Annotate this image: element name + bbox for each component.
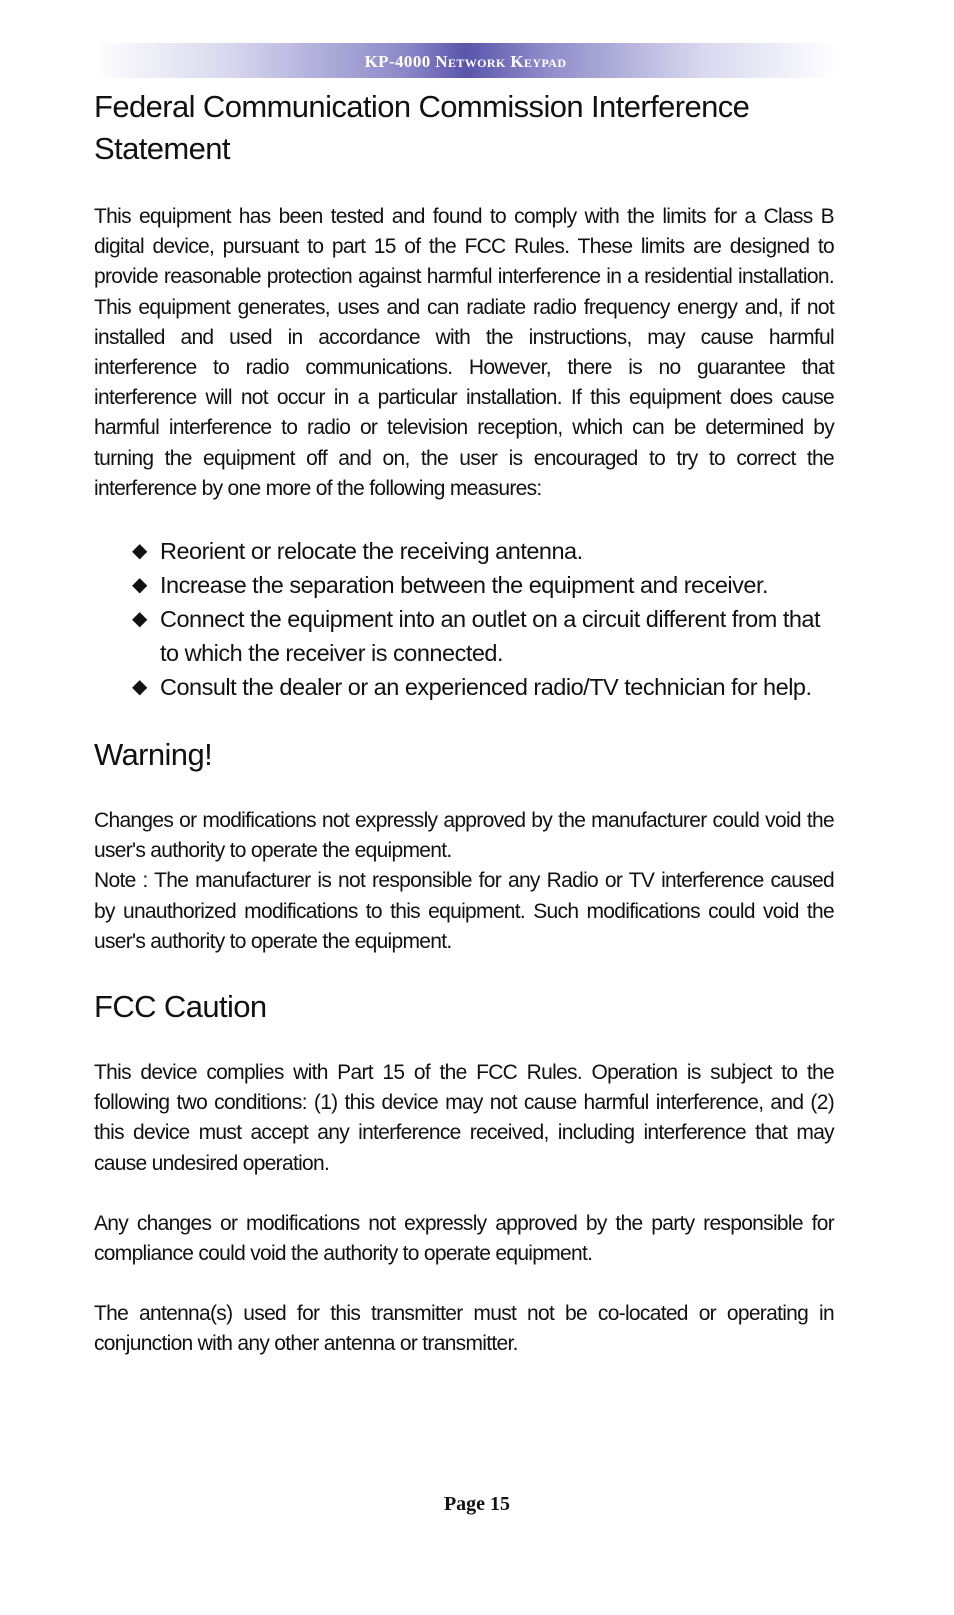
list-item [132,534,834,568]
fcc-statement-heading: Federal Communication Commission Interference Statement [94,89,750,166]
fcc-caution-paragraph: The antenna(s) used for this transmitter must not be co-located or operating in conjunction with any other antenna or transmitter. [94,1302,834,1356]
diamond-icon: ◆ [132,608,147,631]
diamond-icon: ◆ [132,574,147,597]
fcc-caution-paragraph: This device complies with Part 15 of the FCC Rules. Operation is subject to the following two conditions: (1) this device may not cause harmful interference, and (2) this device must accept any interference received, including interference that may cause undesired operation. [94,1061,834,1175]
diamond-icon: ◆ [132,676,147,699]
diamond-icon: ◆ [132,540,147,563]
fcc-caution-heading: FCC Caution [94,989,267,1025]
list-item-text: Increase the separation between the equipment and receiver. [160,572,769,599]
list-item-text: Reorient or relocate the receiving antenna. [160,538,583,565]
header-bar [93,43,838,78]
page-content [94,86,834,1360]
warning-note: Note : The manufacturer is not responsible for any Radio or TV interference caused by unauthorized modifications to this equipment. Such modifications could void the user's authority to operate the equipment. [94,869,834,953]
warning-heading: Warning! [94,737,213,773]
fcc-caution-paragraph: Any changes or modifications not expressly approved by the party responsible for compliance could void the authority to operate equipment. [94,1211,834,1266]
measures-list [94,534,834,704]
header-title: KP-4000 Network Keypad [364,52,567,71]
list-item-text: Connect the equipment into an outlet on a circuit different from that to which the receiver is connected. [160,606,821,667]
list-item [132,568,834,602]
fcc-statement-paragraph: This equipment has been tested and found to comply with the limits for a Class B digital device, pursuant to part 15 of the FCC Rules. These limits are designed to provide reasonable protection against harmful interference in a residential installation. This equipment generates, uses and can radiate radio frequency energy and, if not installed and used in accordance with the instructions, may cause harmful interference to radio communications. However, there is no guarantee that interference will not occur in a particular installation. If this equipment does cause harmful interference to radio or television reception, which can be determined by turning the equipment off and on, the user is encouraged to try to correct the interference by one more of the following measures: [94,205,834,500]
list-item-text: Consult the dealer or an experienced radio/TV technician for help. [160,674,812,701]
list-item [132,670,834,704]
warning-paragraph: Changes or modifications not expressly approved by the manufacturer could void the user's authority to operate the equipment. [94,809,834,863]
list-item [132,602,834,670]
page-number: Page 15 [443,1493,511,1515]
